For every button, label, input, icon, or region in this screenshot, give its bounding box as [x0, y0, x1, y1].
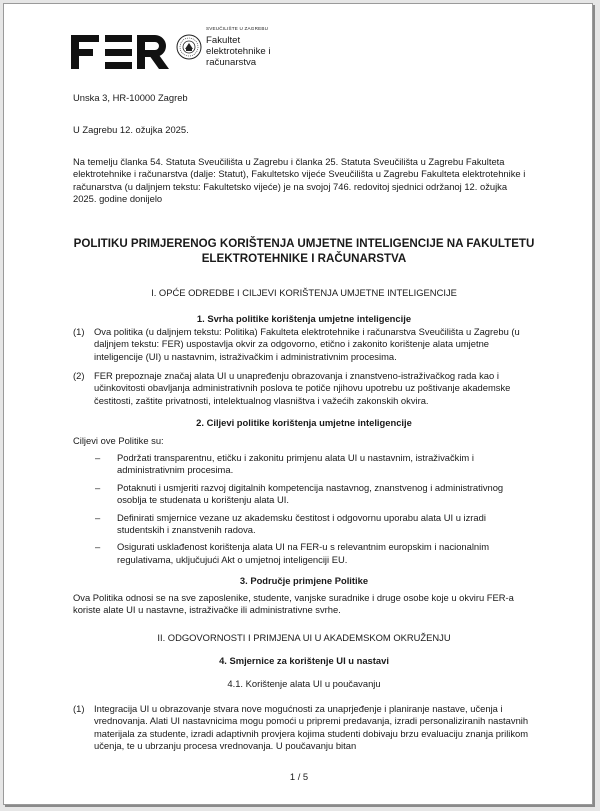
paragraph-text: Ova politika (u daljnjem tekstu: Politika) Fakulteta elektrotehnike i računarstva Sveučilišta u Zagrebu (u daljnjem tekstu: FER) uspostavlja okvir za odgovorno, etično i zakonito korištenje alata umjetne inteligencije (UI) u nastavnim, istraživačkim i administrativnim procesima. — [94, 326, 520, 362]
date-line: U Zagrebu 12. ožujka 2025. — [73, 124, 189, 135]
paragraph-number: (2) — [73, 370, 85, 381]
subsection-4-heading: 4. Smjernice za korištenje UI u nastavi — [219, 655, 389, 666]
preamble: Na temelju članka 54. Statuta Sveučilišta u Zagrebu i članka 25. Statuta Sveučilišta u Zagrebu Fakulteta elektrotehnike i računarstva (dalje: Statut), Fakultetsko vijeće Sveučilišta u Zagrebu Fakulteta elektrotehnike i računarstva (u daljnjem tekstu: Fakultetsko vijeće) je na svojoj 746. redovitoj sjednici održanoj 12. ožujka 2025. godine donijelo — [73, 156, 526, 205]
faculty-line-2: elektrotehnike i — [206, 46, 271, 57]
paragraph-4-1-1 — [73, 703, 535, 753]
address: Unska 3, HR-10000 Zagreb — [73, 92, 188, 103]
subsection-2-heading: 2. Ciljevi politike korištenja umjetne inteligencije — [196, 417, 412, 428]
faculty-name-block — [206, 26, 271, 68]
list-item: – Osigurati usklađenost korištenja alata UI na FER-u s relevantnim europskim i nacionalnim regulativama, uključujući Akt o umjetnoj inteligenciji EU. — [95, 541, 490, 565]
university-seal-icon — [176, 34, 202, 65]
subsection-3-heading: 3. Područje primjene Politike — [239, 575, 369, 586]
fer-logo — [71, 33, 169, 76]
paragraph-text: Integracija UI u obrazovanje stvara nove mogućnosti za unaprjeđenje i planiranje nastave, učenja i vrednovanja. Alati UI nastavnicima mogu pomoći u pripremi predavanja, izradi personaliziranih nastavnih materijala za studente, izradi adaptivnih provjera kojima studenti dobivaju brzu evaluaciju znanja prilikom učenja, te u ubrzanju procesa vrednovanja. U poučavanju bitan — [94, 703, 529, 752]
document-page — [3, 3, 593, 805]
page-number: 1 / 5 — [289, 771, 309, 782]
section-1-heading: I. OPĆE ODREDBE I CILJEVI KORIŠTENJA UMJETNE INTELIGENCIJE — [151, 287, 457, 298]
title-line-2: ELEKTROTEHNIKE I RAČUNARSTVA — [201, 252, 407, 265]
title-line-1: POLITIKU PRIMJERENOG KORIŠTENJA UMJETNE INTELIGENCIJE NA FAKULTETU — [73, 237, 535, 250]
list-item: – Definirati smjernice vezane uz akademsku čestitost i odgovornu uporabu alata UI u izradi studentskih i znanstvenih radova. — [95, 511, 486, 536]
list-item: – Podržati transparentnu, etičku i zakonitu primjenu alata UI u nastavnim, istraživačkim i administrativnim procesima. — [95, 452, 474, 476]
goals-intro: Ciljevi ove Politike su: — [73, 435, 164, 446]
faculty-line-1: Fakultet — [206, 35, 241, 46]
list-item: – Potaknuti i usmjeriti razvoj digitalnih kompetencija nastavnog, znanstvenog i administrativnog osoblja te studenata u korištenju alata UI. — [95, 481, 504, 506]
fer-logo-icon — [71, 33, 169, 71]
goals-list — [95, 452, 535, 571]
paragraph-number: (1) — [73, 703, 85, 714]
paragraph-1-2 — [73, 370, 535, 407]
scope-paragraph: Ova Politika odnosi se na sve zaposlenike, studente, vanjske suradnike i druge osobe koje u okviru FER-a koriste alate UI u nastavne, istraživačke ili administrativne svrhe. — [73, 592, 514, 616]
subsection-1-heading: 1. Svrha politike korištenja umjetne inteligencije — [196, 313, 412, 324]
document-title — [73, 236, 535, 266]
subsection-4-1-heading: 4.1. Korištenje alata UI u poučavanju — [227, 678, 381, 689]
paragraph-1-1 — [73, 326, 535, 363]
section-2-heading: II. ODGOVORNOSTI I PRIMJENA UI U AKADEMSKOM OKRUŽENJU — [157, 632, 451, 643]
paragraph-number: (1) — [73, 326, 85, 337]
faculty-line-3: računarstva — [206, 57, 257, 68]
university-line: SVEUČILIŠTE U ZAGREBU — [206, 26, 269, 31]
paragraph-text: FER prepoznaje značaj alata UI u unapređenju obrazovanja i znanstveno-istraživačkog rada kao i učinkovitosti obavljanja administrativnih poslova te potiče njihovu upotrebu uz poštivanje akademske čestitosti, zaštite privatnosti, intelektualnog vlasništva i važećih zakonskih okvira. — [94, 370, 511, 406]
